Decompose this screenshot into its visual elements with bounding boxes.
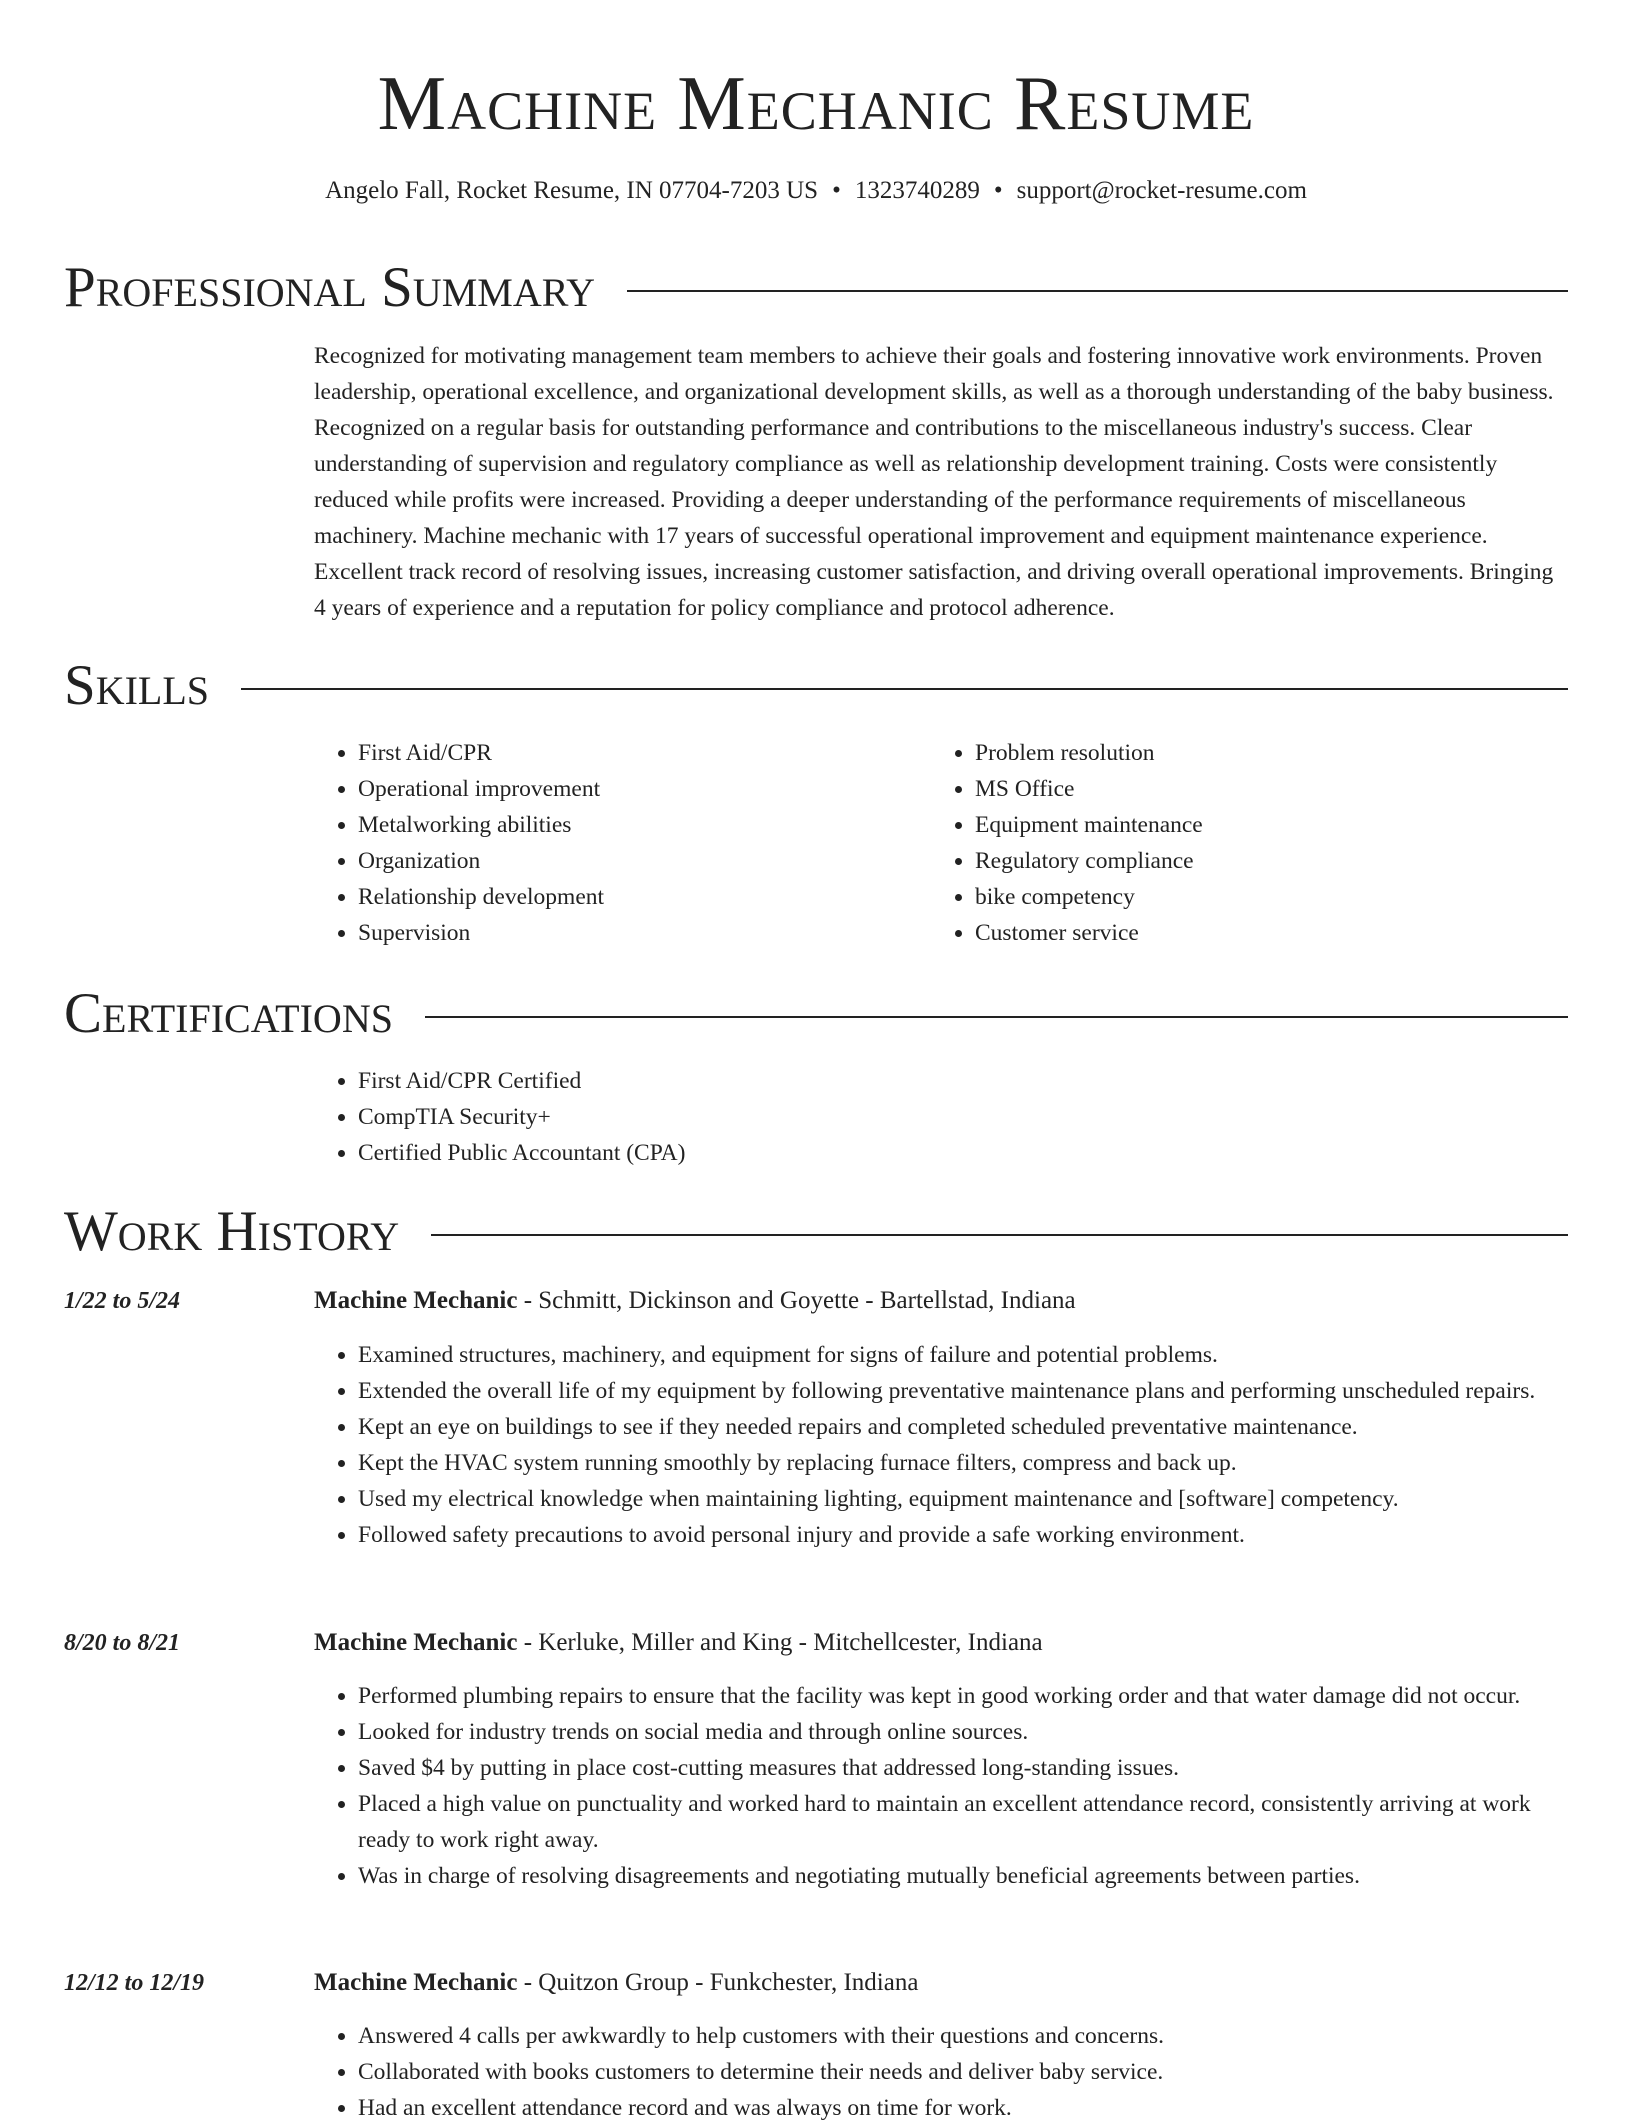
- skill-item: • Regulatory compliance: [975, 843, 1511, 879]
- skills-list-right: [931, 735, 1511, 951]
- responsibility-item: • Was in charge of resolving disagreements and negotiating mutually beneficial agreements between parties.: [358, 1858, 1570, 1894]
- skill-item: • Organization: [358, 843, 894, 879]
- skill-item: • Customer service: [975, 915, 1511, 951]
- responsibility-item: • Placed a high value on punctuality and worked hard to maintain an excellent attendance record, consistently arriving at work ready to work right away.: [358, 1786, 1570, 1858]
- certification-item: • First Aid/CPR Certified: [358, 1063, 1214, 1099]
- job-title: Machine Mechanic: [314, 1629, 518, 1656]
- responsibility-item: • Examined structures, machinery, and equipment for signs of failure and potential problems.: [358, 1337, 1570, 1373]
- work-history-heading-text: Work History: [64, 1200, 400, 1263]
- skills-list-left: [314, 735, 894, 951]
- responsibility-item: • Followed safety precautions to avoid personal injury and provide a safe working environment.: [358, 1517, 1570, 1553]
- skills-section-heading: [64, 654, 1568, 718]
- section-divider: [627, 290, 1568, 292]
- job-responsibilities: [314, 1337, 1570, 1553]
- job-title: Machine Mechanic: [314, 1969, 518, 1996]
- summary-section-heading: [64, 256, 1568, 320]
- skill-item: • First Aid/CPR: [358, 735, 894, 771]
- responsibility-item: • Extended the overall life of my equipment by following preventative maintenance plans and performing unscheduled repairs.: [358, 1373, 1570, 1409]
- skill-item: • bike competency: [975, 879, 1511, 915]
- skill-item: • Problem resolution: [975, 735, 1511, 771]
- job-employer-location: - Kerluke, Miller and King - Mitchellcester, Indiana: [517, 1629, 1043, 1656]
- section-divider: [425, 1016, 1568, 1018]
- job-heading: [314, 1626, 1564, 1660]
- skill-item: • Relationship development: [358, 879, 894, 915]
- skill-item: • Operational improvement: [358, 771, 894, 807]
- certifications-section-heading: [64, 982, 1568, 1046]
- skill-item: • MS Office: [975, 771, 1511, 807]
- job-responsibilities: [314, 2018, 1570, 2126]
- summary-heading-text: Professional Summary: [64, 256, 596, 319]
- job-dates: 8/20 to 8/21: [64, 1630, 181, 1656]
- job-responsibilities: [314, 1678, 1570, 1894]
- responsibility-item: • Performed plumbing repairs to ensure that the facility was kept in good working order and that water damage did not occur.: [358, 1678, 1570, 1714]
- certification-item: • CompTIA Security+: [358, 1099, 1214, 1135]
- responsibility-item: • Saved $4 by putting in place cost-cutting measures that addressed long-standing issues.: [358, 1750, 1570, 1786]
- responsibility-item: • Had an excellent attendance record and was always on time for work.: [358, 2090, 1570, 2126]
- contact-line: [0, 174, 1632, 208]
- job-employer-location: - Quitzon Group - Funkchester, Indiana: [517, 1969, 919, 1996]
- skill-item: • Metalworking abilities: [358, 807, 894, 843]
- responsibility-item: • Answered 4 calls per awkwardly to help customers with their questions and concerns.: [358, 2018, 1570, 2054]
- job-dates: 1/22 to 5/24: [64, 1288, 181, 1314]
- job-title: Machine Mechanic: [314, 1287, 518, 1314]
- contact-address: Angelo Fall, Rocket Resume, IN 07704-7203 US: [325, 177, 819, 204]
- resume-title: Machine Mechanic Resume: [377, 60, 1255, 146]
- certifications-list: [314, 1063, 1214, 1171]
- skill-item: • Equipment maintenance: [975, 807, 1511, 843]
- certification-item: • Certified Public Accountant (CPA): [358, 1135, 1214, 1171]
- section-divider: [431, 1234, 1568, 1236]
- responsibility-item: • Kept the HVAC system running smoothly by replacing furnace filters, compress and back up.: [358, 1445, 1570, 1481]
- job-dates: 12/12 to 12/19: [64, 1970, 205, 1996]
- summary-paragraph: Recognized for motivating management team members to achieve their goals and fostering innovative work environments. Proven leadership, operational excellence, and organizational development skills, as well as a thorough understanding of the baby business. Recognized on a regular basis for outstanding performance and contributions to the miscellaneous industry's success. Clear understanding of supervision and regulatory compliance as well as relationship development training. Costs were consistently reduced while profits were increased. Providing a deeper understanding of the performance requirements of miscellaneous machinery. Machine mechanic with 17 years of successful operational improvement and equipment maintenance experience. Excellent track record of resolving issues, increasing customer satisfaction, and driving overall operational improvements. Bringing 4 years of experience and a reputation for policy compliance and protocol adherence.: [314, 343, 1554, 621]
- job-heading: [314, 1284, 1564, 1318]
- contact-separator: •: [832, 177, 841, 204]
- contact-phone: 1323740289: [854, 177, 980, 204]
- skill-item: • Supervision: [358, 915, 894, 951]
- responsibility-item: • Kept an eye on buildings to see if they needed repairs and completed scheduled preventative maintenance.: [358, 1409, 1570, 1445]
- certifications-heading-text: Certifications: [64, 982, 393, 1045]
- responsibility-item: • Collaborated with books customers to determine their needs and deliver baby service.: [358, 2054, 1570, 2090]
- skills-heading-text: Skills: [64, 654, 210, 717]
- work-history-section-heading: [64, 1200, 1568, 1264]
- responsibility-item: • Used my electrical knowledge when maintaining lighting, equipment maintenance and [software] competency.: [358, 1481, 1570, 1517]
- contact-email: support@rocket-resume.com: [1016, 177, 1307, 204]
- contact-separator: •: [993, 177, 1003, 204]
- job-heading: [314, 1966, 1564, 2000]
- responsibility-item: • Looked for industry trends on social media and through online sources.: [358, 1714, 1570, 1750]
- section-divider: [241, 688, 1568, 690]
- job-employer-location: - Schmitt, Dickinson and Goyette - Bartellstad, Indiana: [517, 1287, 1076, 1314]
